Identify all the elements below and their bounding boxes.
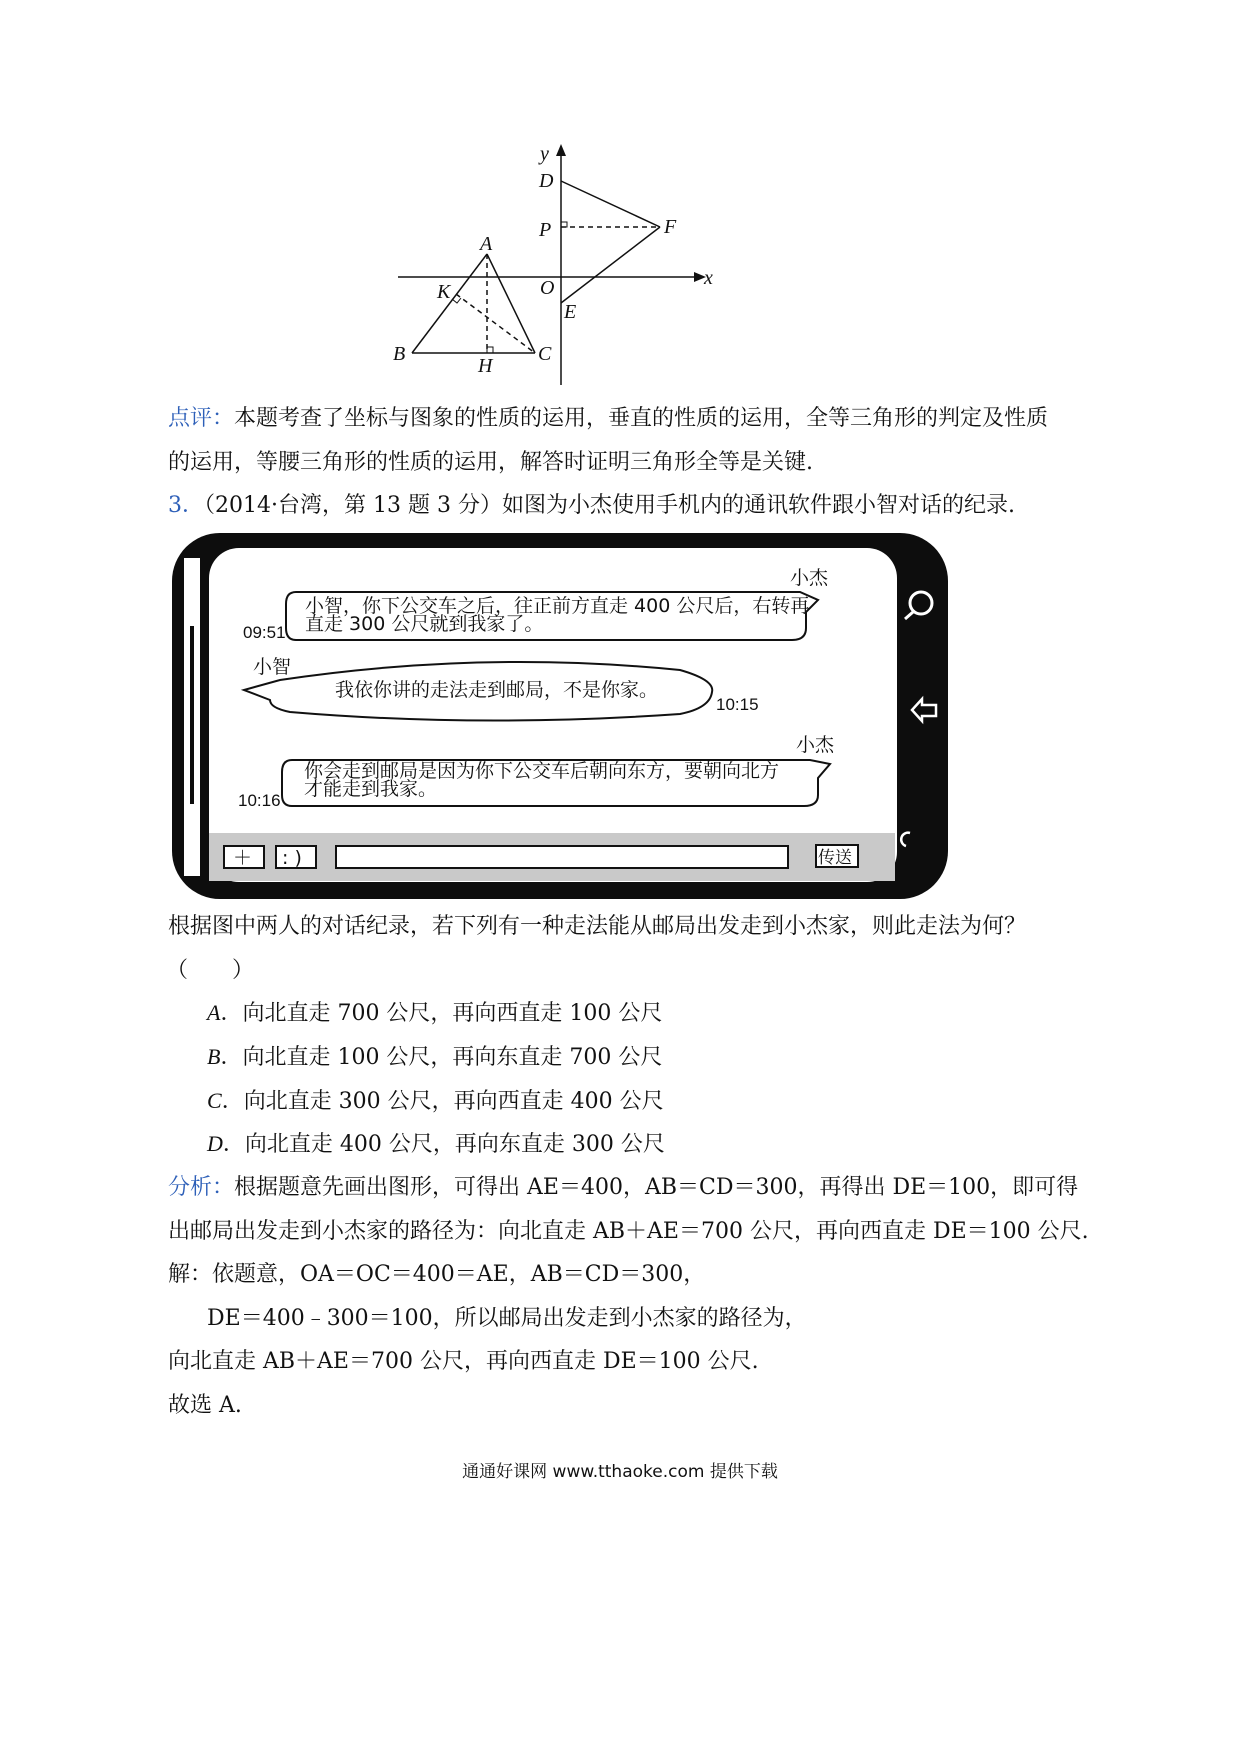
- comment-line-1: [168, 404, 1048, 434]
- msg3-time: 10:16: [238, 791, 281, 810]
- msg1-time: 09:51: [243, 623, 286, 642]
- option-a-text: ．向北直走 700 公尺，再向西直走 100 公尺: [220, 1001, 663, 1026]
- question-line: [168, 491, 1015, 521]
- label-y: y: [540, 143, 549, 165]
- msg1-line2: 直走 300 公尺就到我家了。: [305, 613, 544, 635]
- solution-line-4: 故选 A.: [168, 1393, 242, 1418]
- analysis-text-1: 根据题意先画出图形，可得出 AE＝400，AB＝CD＝300，再得出 DE＝100，即可得: [234, 1175, 1079, 1200]
- option-c-letter: C: [207, 1088, 222, 1113]
- solution-line-3: 向北直走 AB＋AE＝700 公尺，再向西直走 DE＝100 公尺.: [168, 1349, 759, 1374]
- option-d: [207, 1129, 665, 1160]
- plus-button-label: ＋: [233, 847, 253, 869]
- emoji-button-label: : ): [282, 847, 302, 869]
- option-c: [207, 1086, 664, 1117]
- comment-text-1: 本题考查了坐标与图象的性质的运用，垂直的性质的运用，全等三角形的判定及性质: [234, 406, 1049, 431]
- comment-label: 点评：: [168, 406, 235, 431]
- phone-chat-figure: [168, 530, 952, 902]
- prompt-blank: （ ）: [166, 958, 255, 983]
- solution-line-1: 解：依题意，OA＝OC＝400＝AE，AB＝CD＝300，: [168, 1262, 706, 1287]
- option-a-letter: A: [207, 1000, 221, 1025]
- option-d-letter: D: [207, 1131, 223, 1156]
- question-number: 3．: [168, 493, 204, 518]
- msg2-time: 10:15: [716, 695, 759, 714]
- question-text: （2014·台湾，第 13 题 3 分）如图为小杰使用手机内的通讯软件跟小智对话的纪录.: [204, 493, 1015, 518]
- msg1-line1: 小智，你下公交车之后，往正前方直走 400 公尺后，右转再: [305, 595, 810, 617]
- option-c-text: ．向北直走 300 公尺，再向西直走 400 公尺: [221, 1089, 664, 1114]
- msg1-sender: 小杰: [790, 567, 829, 589]
- label-p: P: [539, 219, 552, 241]
- option-b-letter: B: [207, 1044, 221, 1069]
- msg2-sender: 小智: [253, 656, 292, 678]
- label-b: B: [393, 343, 406, 365]
- page-footer: 通通好课网 www.tthaoke.com 提供下载: [462, 1462, 778, 1482]
- option-d-text: ．向北直走 400 公尺，再向东直走 300 公尺: [222, 1132, 665, 1157]
- option-b: [207, 1042, 662, 1073]
- comment-text-2: 的运用，等腰三角形的性质的运用，解答时证明三角形全等是关键.: [168, 450, 813, 475]
- msg3-sender: 小杰: [796, 734, 835, 756]
- geometry-figure: [380, 140, 740, 395]
- label-k: K: [437, 281, 451, 303]
- option-b-text: ．向北直走 100 公尺，再向东直走 700 公尺: [220, 1045, 663, 1070]
- msg2-line1: 我依你讲的走法走到邮局，不是你家。: [335, 679, 659, 701]
- label-h: H: [478, 355, 493, 377]
- msg3-line2: 才能走到我家。: [304, 778, 438, 800]
- label-a: A: [480, 233, 493, 255]
- option-a: [207, 998, 662, 1029]
- label-x: x: [704, 267, 713, 289]
- label-e: E: [564, 301, 577, 323]
- label-f: F: [664, 216, 677, 238]
- analysis-text-2: 出邮局出发走到小杰家的路径为：向北直走 AB＋AE＝700 公尺，再向西直走 DE＝100 公尺.: [168, 1219, 1089, 1244]
- label-c: C: [538, 343, 552, 365]
- prompt-line: 根据图中两人的对话纪录，若下列有一种走法能从邮局出发走到小杰家，则此走法为何？: [168, 914, 1027, 939]
- send-button-label: 传送: [818, 848, 852, 868]
- message-input: [336, 846, 788, 868]
- label-o: O: [540, 277, 555, 299]
- analysis-label: 分析：: [168, 1175, 235, 1200]
- msg3-line1: 你会走到邮局是因为你下公交车后朝向东方，要朝向北方: [304, 760, 780, 782]
- solution-line-2: DE＝400﹣300＝100，所以邮局出发走到小杰家的路径为，: [207, 1306, 807, 1331]
- analysis-line-1: [168, 1173, 1078, 1203]
- label-d: D: [539, 170, 554, 192]
